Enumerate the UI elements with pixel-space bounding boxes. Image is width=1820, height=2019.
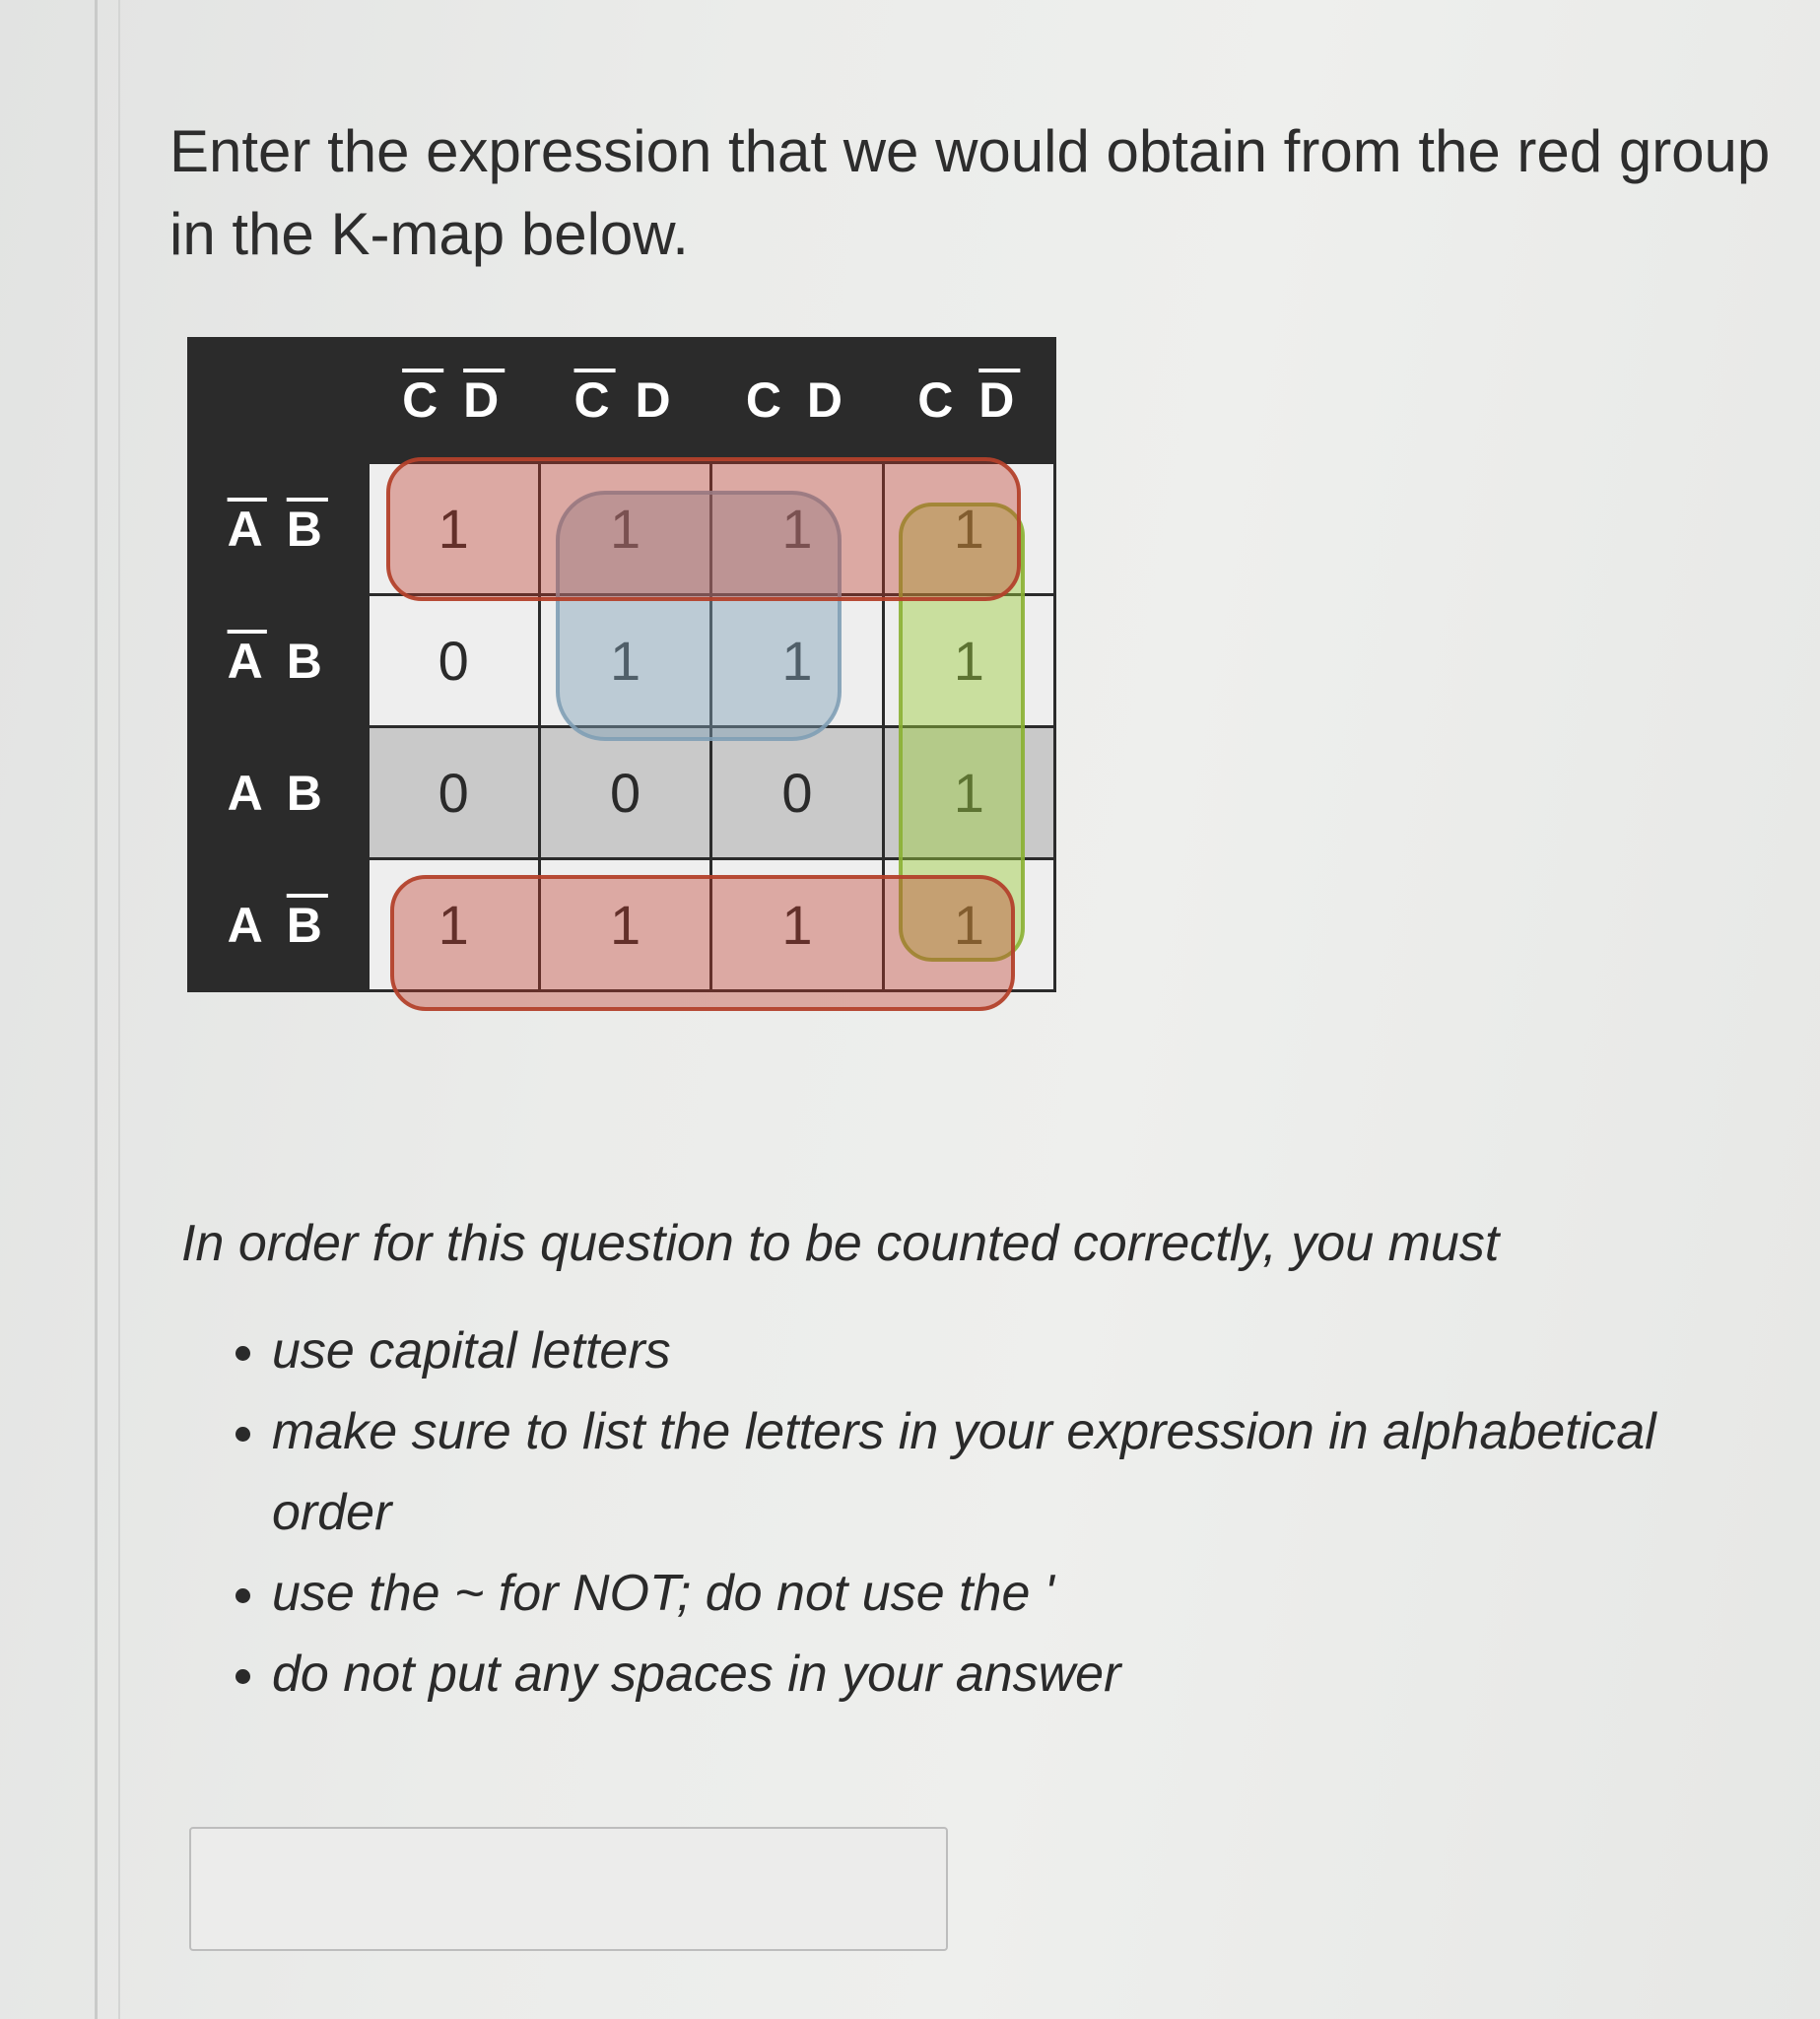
col-header-d: D <box>635 372 677 428</box>
row-header-b: B <box>286 633 328 689</box>
k-map-cell: 1 <box>883 727 1054 859</box>
k-map-cell: 1 <box>711 859 883 991</box>
col-header-c: C <box>745 372 787 428</box>
k-map-cell: 0 <box>539 727 710 859</box>
k-map-cell: 1 <box>711 595 883 727</box>
k-map-cell: 1 <box>539 595 710 727</box>
left-border-inner <box>118 0 120 2019</box>
k-map-cell: 1 <box>368 463 539 595</box>
instructions-intro: In order for this question to be counted correctly, you must <box>181 1215 1500 1272</box>
k-map-table <box>187 337 1056 992</box>
k-map-cell: 1 <box>539 859 710 991</box>
instructions-list <box>181 1311 1758 1715</box>
row-header-1 <box>188 595 368 727</box>
instructions <box>181 1204 1758 1715</box>
k-map-cell: 0 <box>368 595 539 727</box>
row-header-a: A <box>227 897 267 953</box>
col-header-c: C <box>917 372 960 428</box>
row-header-0 <box>188 463 368 595</box>
row-header-b: $\overline{B}$ <box>286 897 328 953</box>
k-map-cell: 0 <box>711 727 883 859</box>
row-header-a: A <box>227 765 267 821</box>
col-header-d: $\overline{D}$ <box>463 372 506 428</box>
col-header-c: $\overline{C}$ <box>402 372 444 428</box>
row-header-2 <box>188 727 368 859</box>
row-header-b: $\overline{B}$ <box>286 501 328 557</box>
k-map-cell: 1 <box>883 463 1054 595</box>
k-map-cell: 1 <box>883 859 1054 991</box>
k-map-cell: 0 <box>368 727 539 859</box>
col-header-c: $\overline{C}$ <box>573 372 616 428</box>
row-header-3 <box>188 859 368 991</box>
instruction-item: • do not put any spaces in your answer <box>272 1634 1758 1715</box>
row-header-a: $\overline{A}$ <box>227 501 267 557</box>
left-border <box>95 0 98 2019</box>
row-header-b: B <box>286 765 328 821</box>
question-prompt: Enter the expression that we would obtain from the red group in the K-map below. <box>169 118 1771 267</box>
k-map-cell: 1 <box>539 463 710 595</box>
instruction-item: • make sure to list the letters in your expression in alphabetical order <box>272 1391 1758 1553</box>
col-header-3 <box>883 338 1054 463</box>
instruction-item: • use capital letters <box>272 1311 1758 1391</box>
k-map-corner <box>188 338 368 463</box>
col-header-2 <box>711 338 883 463</box>
k-map-cell: 1 <box>883 595 1054 727</box>
col-header-d: D <box>806 372 848 428</box>
k-map-cell: 1 <box>711 463 883 595</box>
instruction-item: • use the ~ for NOT; do not use the ' <box>272 1553 1758 1634</box>
k-map-row-3 <box>188 859 1055 991</box>
answer-input[interactable] <box>189 1827 948 1951</box>
col-header-0 <box>368 338 539 463</box>
k-map-row-2 <box>188 727 1055 859</box>
k-map-row-1 <box>188 595 1055 727</box>
k-map-row-0 <box>188 463 1055 595</box>
row-header-a: $\overline{A}$ <box>227 633 267 689</box>
col-header-1 <box>539 338 710 463</box>
k-map-cell: 1 <box>368 859 539 991</box>
k-map <box>187 337 1056 977</box>
col-header-d: $\overline{D}$ <box>978 372 1021 428</box>
